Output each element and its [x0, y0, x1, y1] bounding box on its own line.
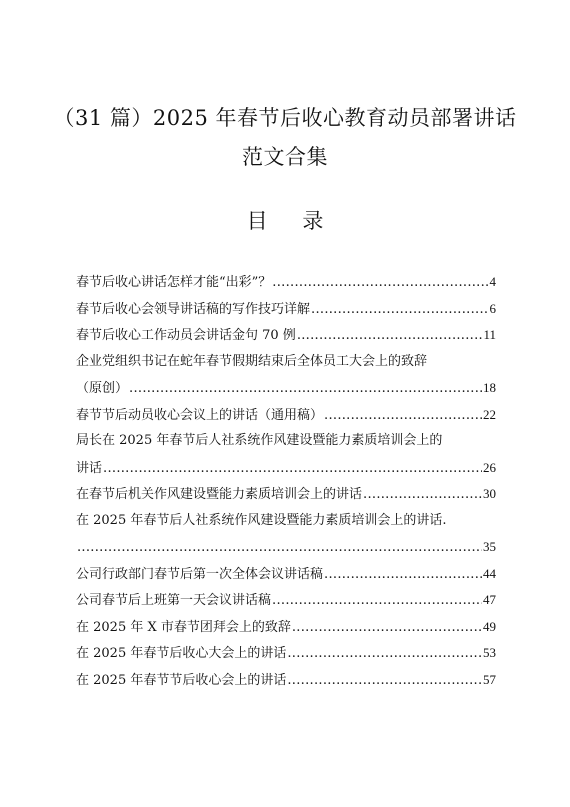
toc-entry-title: 在春节后机关作风建设暨能力素质培训会上的讲话: [76, 487, 363, 502]
toc-entry[interactable]: [76, 296, 496, 323]
dot-leader: [311, 297, 488, 324]
toc-entry-page: 11: [483, 327, 496, 342]
dot-leader: [129, 376, 482, 403]
toc-entry-page: 30: [483, 486, 496, 501]
toc-entry-page: 47: [483, 592, 496, 607]
toc-entry-title: 在 2025 年 X 市春节团拜会上的致辞: [76, 619, 291, 635]
toc-entry-page: 18: [483, 380, 496, 395]
dot-leader: [363, 482, 482, 509]
toc-entry-title: 春节节后动员收心会议上的讲话（通用稿）: [76, 407, 324, 423]
toc-entry-row: [76, 561, 496, 588]
toc-entry-title-line1: 在 2025 年春节后人社系统作风建设暨能力素质培训会上的讲话.: [76, 512, 447, 528]
dot-leader: [103, 456, 482, 483]
toc-entry-title: 在 2025 年春节后收心大会上的讲话: [76, 646, 287, 661]
toc-entry[interactable]: [76, 508, 496, 561]
toc-entry-row: [76, 587, 496, 614]
dot-leader: [272, 270, 488, 297]
dot-leader: [292, 615, 482, 642]
document-title-line2: 范文合集: [242, 145, 328, 169]
toc-entry-row: [76, 402, 496, 429]
toc-entry[interactable]: [76, 587, 496, 614]
toc-entry-row: [76, 269, 496, 296]
table-of-contents: [76, 269, 496, 693]
dot-leader: [297, 323, 483, 350]
dot-leader: [324, 403, 482, 430]
toc-entry[interactable]: [76, 614, 496, 641]
toc-entry-title: 公司行政部门春节后第一次全体会议讲话稿: [76, 566, 324, 582]
dot-leader: [287, 668, 482, 695]
toc-entry-page: 44: [483, 565, 496, 581]
toc-entry[interactable]: [76, 349, 496, 402]
toc-heading: 目 录: [246, 209, 338, 233]
dot-leader: [287, 641, 482, 668]
toc-entry-title: 公司春节后上班第一天会议讲话稿: [76, 593, 272, 608]
toc-entry[interactable]: [76, 667, 496, 694]
toc-entry-page: 53: [483, 645, 496, 660]
toc-entry-title: 春节后收心讲话怎样才能“出彩”？: [76, 275, 272, 290]
toc-entry-title: 讲话: [76, 460, 103, 476]
toc-entry-page: 35: [483, 539, 496, 554]
toc-entry-row: [76, 296, 496, 323]
toc-entry[interactable]: [76, 428, 496, 481]
toc-entry-title-line1: 局长在 2025 年春节后人社系统作风建设暨能力素质培训会上的: [76, 433, 443, 448]
toc-entry-page: 4: [489, 274, 496, 289]
toc-entry-title: 在 2025 年春节节后收心会上的讲话: [76, 672, 287, 688]
dot-leader: [324, 562, 482, 589]
toc-entry[interactable]: [76, 561, 496, 588]
toc-entry-page: 6: [489, 300, 496, 316]
toc-entry[interactable]: [76, 322, 496, 349]
toc-entry-title: （原创）: [76, 381, 129, 396]
toc-entry-row: [76, 375, 496, 402]
toc-entry-row: [76, 667, 496, 694]
toc-entry[interactable]: [76, 481, 496, 508]
document-title-line1: （31 篇）2025 年春节后收心教育动员部署讲话: [53, 106, 517, 130]
toc-entry-page: 22: [483, 406, 496, 422]
toc-entry[interactable]: [76, 640, 496, 667]
toc-entry[interactable]: [76, 402, 496, 429]
toc-entry-title: 春节后收心会领导讲话稿的写作技巧详解: [76, 301, 311, 317]
toc-entry-row: [76, 322, 496, 349]
toc-entry-row: [76, 614, 496, 641]
toc-entry-row: [76, 481, 496, 508]
toc-entry-title-line1: 企业党组织书记在蛇年春节假期结束后全体员工大会上的致辞: [76, 353, 428, 369]
toc-entry[interactable]: [76, 269, 496, 296]
toc-entry-page: 57: [483, 671, 496, 687]
toc-entry-row: [76, 640, 496, 667]
dot-leader: [77, 535, 482, 562]
toc-entry-page: 26: [483, 459, 496, 475]
dot-leader: [272, 588, 482, 615]
toc-entry-row: [76, 455, 496, 482]
toc-entry-row: [76, 534, 496, 561]
toc-entry-title: 春节后收心工作动员会讲话金句 70 例: [76, 328, 296, 343]
toc-entry-page: 49: [483, 618, 496, 634]
